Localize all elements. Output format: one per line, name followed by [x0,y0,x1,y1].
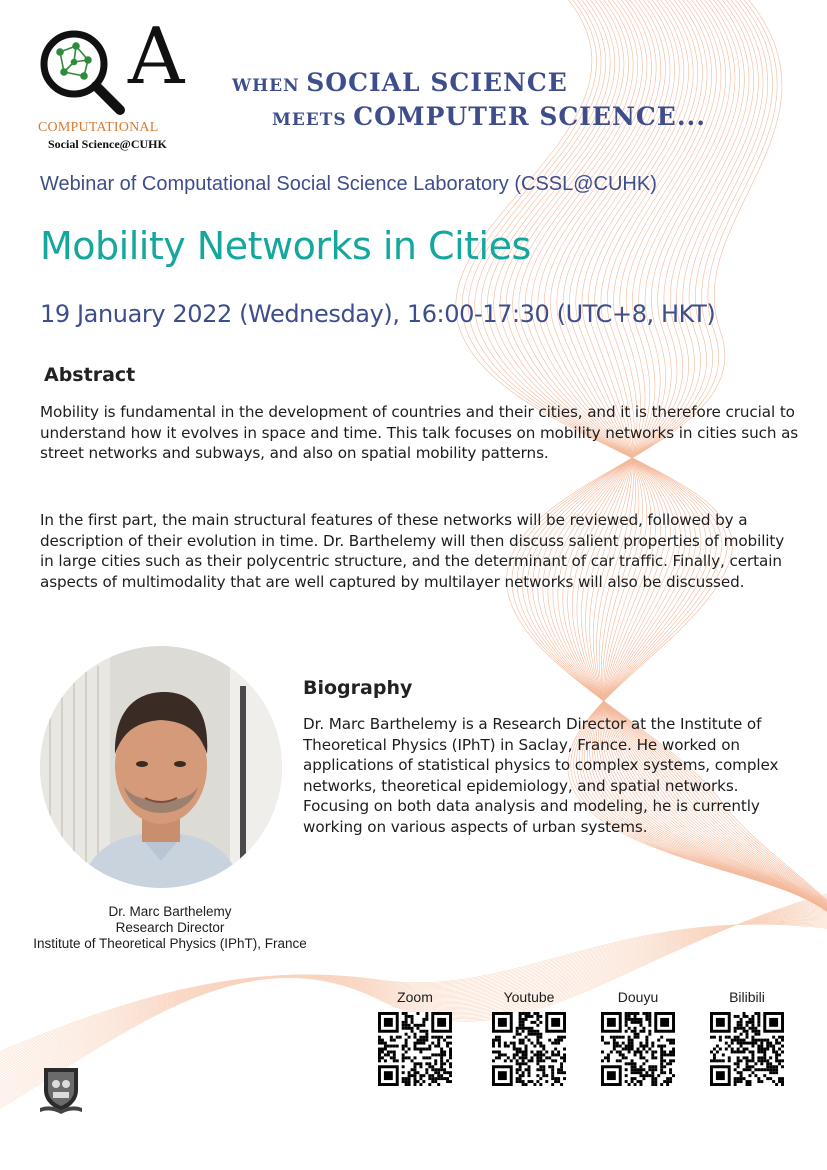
cuhk-crest-icon [38,1064,84,1114]
qr-label-douyu: Douyu [617,989,659,1005]
speaker-portrait-icon [40,646,282,888]
speaker-name: Dr. Marc Barthelemy [108,904,232,919]
tagline-line2 [272,102,706,131]
tagline-line1-large: SOCIAL SCIENCE [306,68,568,97]
speaker-affiliation: Institute of Theoretical Physics (IPhT), France [33,936,307,951]
event-title: Mobility Networks in Cities [40,224,531,268]
qr-label-youtube: Youtube [503,989,555,1005]
abstract-paragraph-2: In the first part, the main structural features of these networks will be reviewed, followed by a description of their evolution in time. Dr. Barthelemy will then discuss salient properties of mobility in large cities such as their polycentric structure, and the determinant of car traffic. Finally, certain aspects of multimodality that are well captured by multilayer networks will also be discussed. [40,511,785,591]
tagline-line1-small: WHEN [232,76,300,96]
qr-label-zoom: Zoom [397,989,433,1005]
magnifying-glass-network-icon [36,26,126,116]
tagline-line2-small: MEETS [272,110,347,130]
qr-code-douyu[interactable] [601,1012,675,1086]
abstract-paragraph-1: Mobility is fundamental in the development of countries and their cities, and it is therefore crucial to understand how it evolves in space and time. This talk focuses on mobility networks in cities such as street networks and subways, and also on spatial mobility patterns. [40,403,799,462]
event-date: 19 January 2022 (Wednesday), 16:00-17:30 (UTC+8, HKT) [40,300,716,328]
tagline-line1 [232,68,568,97]
cssl-logo [36,12,206,152]
logo-letter: A [128,12,185,102]
biography-text: Dr. Marc Barthelemy is a Research Director at the Institute of Theoretical Physics (IPhT) in Saclay, France. He worked on applications of statistical physics to complex systems, complex networks, theoretical epidemiology, and spatial networks. Focusing on both data analysis and modeling, he is currently working on various aspects of urban systems. [303,715,779,836]
speaker-photo [40,646,282,888]
speaker-role: Research Director [115,920,225,935]
qr-code-youtube[interactable] [492,1012,566,1086]
tagline-line2-large: COMPUTER SCIENCE... [353,102,706,131]
webinar-subtitle: Webinar of Computational Social Science Laboratory (CSSL@CUHK) [40,173,657,195]
qr-code-zoom[interactable] [378,1012,452,1086]
logo-text-line1: COMPUTATIONAL [38,120,159,135]
speaker-caption [0,904,340,952]
biography-heading: Biography [303,677,413,699]
logo-text-line2: Social Science@CUHK [48,137,167,151]
qr-code-bilibili[interactable] [710,1012,784,1086]
qr-label-bilibili: Bilibili [729,989,765,1005]
abstract-heading: Abstract [44,364,136,386]
